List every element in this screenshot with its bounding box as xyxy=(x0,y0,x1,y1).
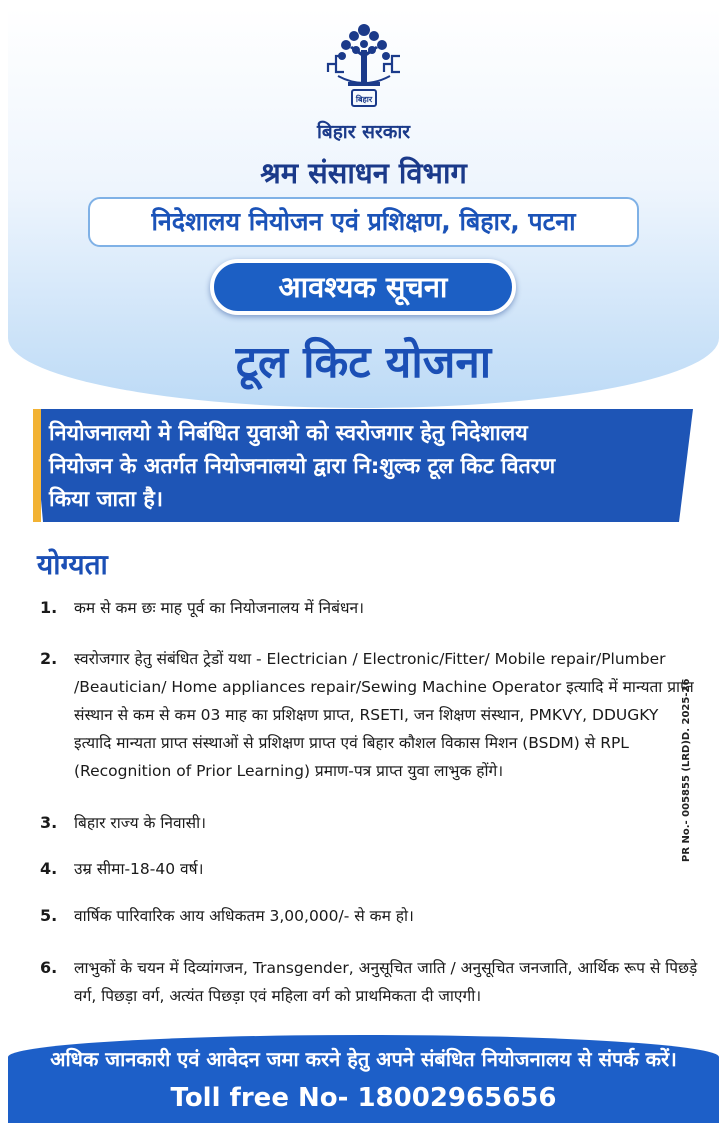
item-number: 5. xyxy=(40,906,58,925)
eligibility-item xyxy=(40,902,700,930)
item-text: वार्षिक पारिवारिक आय अधिकतम 3,00,000/- से कम हो। xyxy=(74,907,414,925)
notice-badge: आवश्यक सूचना xyxy=(210,259,516,315)
footer-section xyxy=(8,1035,719,1123)
announcement-banner xyxy=(33,409,693,522)
eligibility-item xyxy=(40,809,700,837)
item-text: कम से कम छः माह पूर्व का नियोजनालय में निबंधन। xyxy=(74,599,365,617)
item-text: बिहार राज्य के निवासी। xyxy=(74,814,206,832)
eligibility-item xyxy=(40,954,700,1010)
department-name: श्रम संसाधन विभाग xyxy=(260,156,467,190)
item-number: 4. xyxy=(40,859,58,878)
emblem-label: बिहार xyxy=(355,95,373,104)
government-name: बिहार सरकार xyxy=(316,121,411,143)
scheme-title: टूल किट योजना xyxy=(235,337,492,388)
banner-text xyxy=(49,417,679,516)
banner-line-2: नियोजन के अतर्गत नियोजनालयो द्वारा नि:शुल्क टूल किट वितरण xyxy=(49,454,556,479)
item-number: 3. xyxy=(40,813,58,832)
eligibility-heading: योग्यता xyxy=(37,548,108,581)
pr-number: PR No.- 005855 (LRD)D. 2025-26 xyxy=(681,678,692,862)
eligibility-item xyxy=(40,855,700,883)
item-number: 1. xyxy=(40,598,58,617)
eligibility-item xyxy=(40,594,700,622)
item-text: लाभुकों के चयन में दिव्यांगजन, Transgender, अनुसूचित जाति / अनुसूचित जनजाति, आर्थिक रूप से पिछड़े वर्ग, पिछड़ा वर्ग, अत्यंत पिछड़ा एवं महिला वर्ग को प्राथमिकता दी जाएगी। xyxy=(74,959,698,1005)
directorate-box: निदेशालय नियोजन एवं प्रशिक्षण, बिहार, पटना xyxy=(88,197,639,247)
item-text: स्वरोजगार हेतु संबंधित ट्रेडों यथा - Electrician / Electronic/Fitter/ Mobile repair/Plumber /Beautician/ Home appliances repair/Sewing Machine Operator इत्यादि में मान्यता प्राप्त संस्थान से कम से कम 03 माह का प्रशिक्षण प्राप्त, RSETI, जन शिक्षण संस्थान, PMKVY, DDUGKY इत्यादि मान्यता प्राप्त संस्थाओं से प्रशिक्षण प्राप्त एवं बिहार कौशल विकास मिशन (BSDM) से RPL (Recognition of Prior Learning) प्रमाण-पत्र प्राप्त युवा लाभुक होंगे। xyxy=(74,650,694,780)
item-number: 2. xyxy=(40,649,58,668)
banner-line-1: नियोजनालयो मे निबंधित युवाओ को स्वरोजगार हेतु निदेशालय xyxy=(49,421,528,446)
toll-free-number: Toll free No- 18002965656 xyxy=(170,1083,557,1113)
banner-line-3: किया जाता है। xyxy=(49,487,163,512)
eligibility-item xyxy=(40,645,700,785)
item-text: उम्र सीमा-18-40 वर्ष। xyxy=(74,860,204,878)
item-number: 6. xyxy=(40,958,58,977)
bihar-emblem-icon xyxy=(322,20,406,112)
contact-line: अधिक जानकारी एवं आवेदन जमा करने हेतु अपने संबंधित नियोजनालय से संपर्क करें। xyxy=(50,1047,677,1071)
